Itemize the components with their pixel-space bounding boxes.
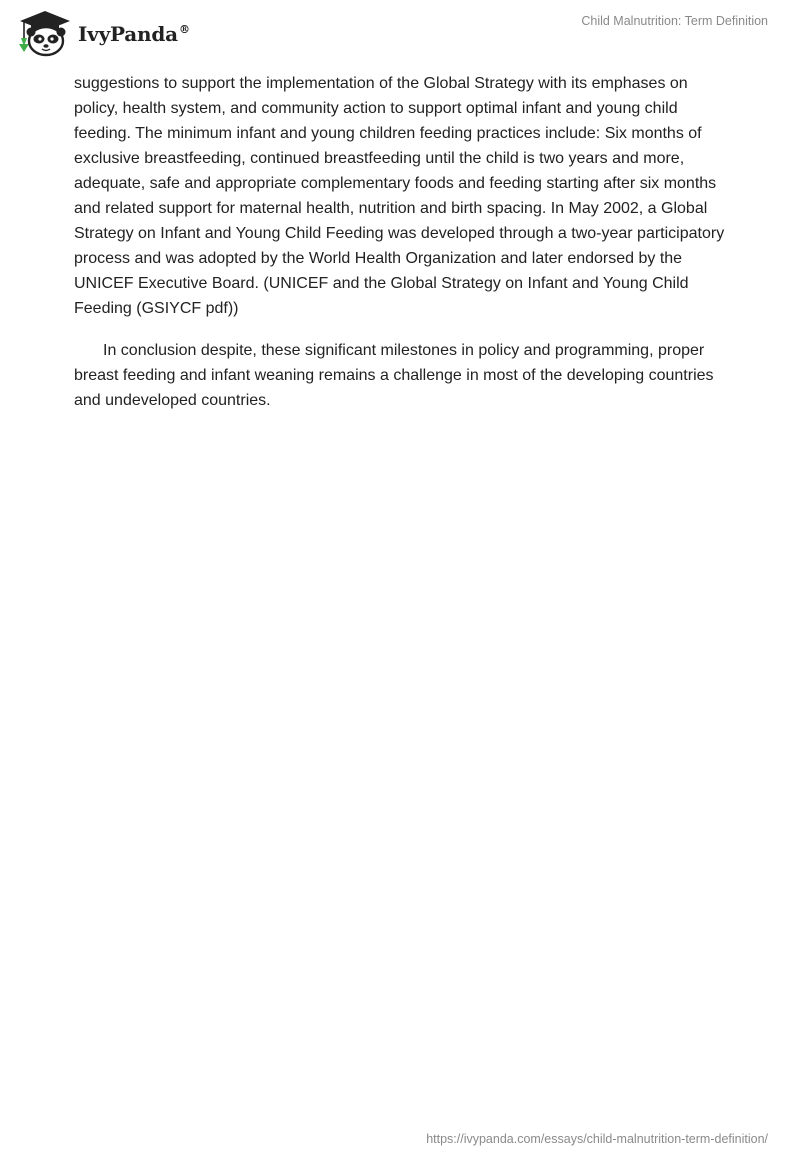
- paragraph-conclusion: In conclusion despite, these significant milestones in policy and programming, proper breast feeding and infant weaning remains a challenge in most of the developing countries and undeveloped countries.: [74, 342, 714, 409]
- page-header: [0, 0, 800, 70]
- ivypanda-logo[interactable]: [16, 8, 190, 58]
- paragraph-continuation: suggestions to support the implementation of the Global Strategy with its emphases on policy, health system, and community action to support optimal infant and young child feeding. The minimum infant and young children feeding practices include: Six months of exclusive breastfeeding, continued breastfeeding until the child is two years and more, adequate, safe and appropriate complementary foods and feeding starting after six months and related support for maternal health, nutrition and birth spacing. In May 2002, a Global Strategy on Infant and Young Child Feeding was developed through a two-year participatory process and was adopted by the World Health Organization and later endorsed by the UNICEF Executive Board. (UNICEF and the Global Strategy on Infant and Young Child Feeding (GSIYCF pdf)): [74, 75, 725, 317]
- document-title: Child Malnutrition: Term Definition: [581, 14, 768, 28]
- source-url[interactable]: https://ivypanda.com/essays/child-malnutrition-term-definition/: [426, 1132, 768, 1146]
- panda-graduation-cap-icon: [16, 8, 74, 58]
- brand-name-text: IvyPanda: [78, 22, 178, 46]
- brand-name: [78, 22, 190, 46]
- essay-body: [74, 71, 734, 430]
- registered-mark: ®: [178, 23, 190, 37]
